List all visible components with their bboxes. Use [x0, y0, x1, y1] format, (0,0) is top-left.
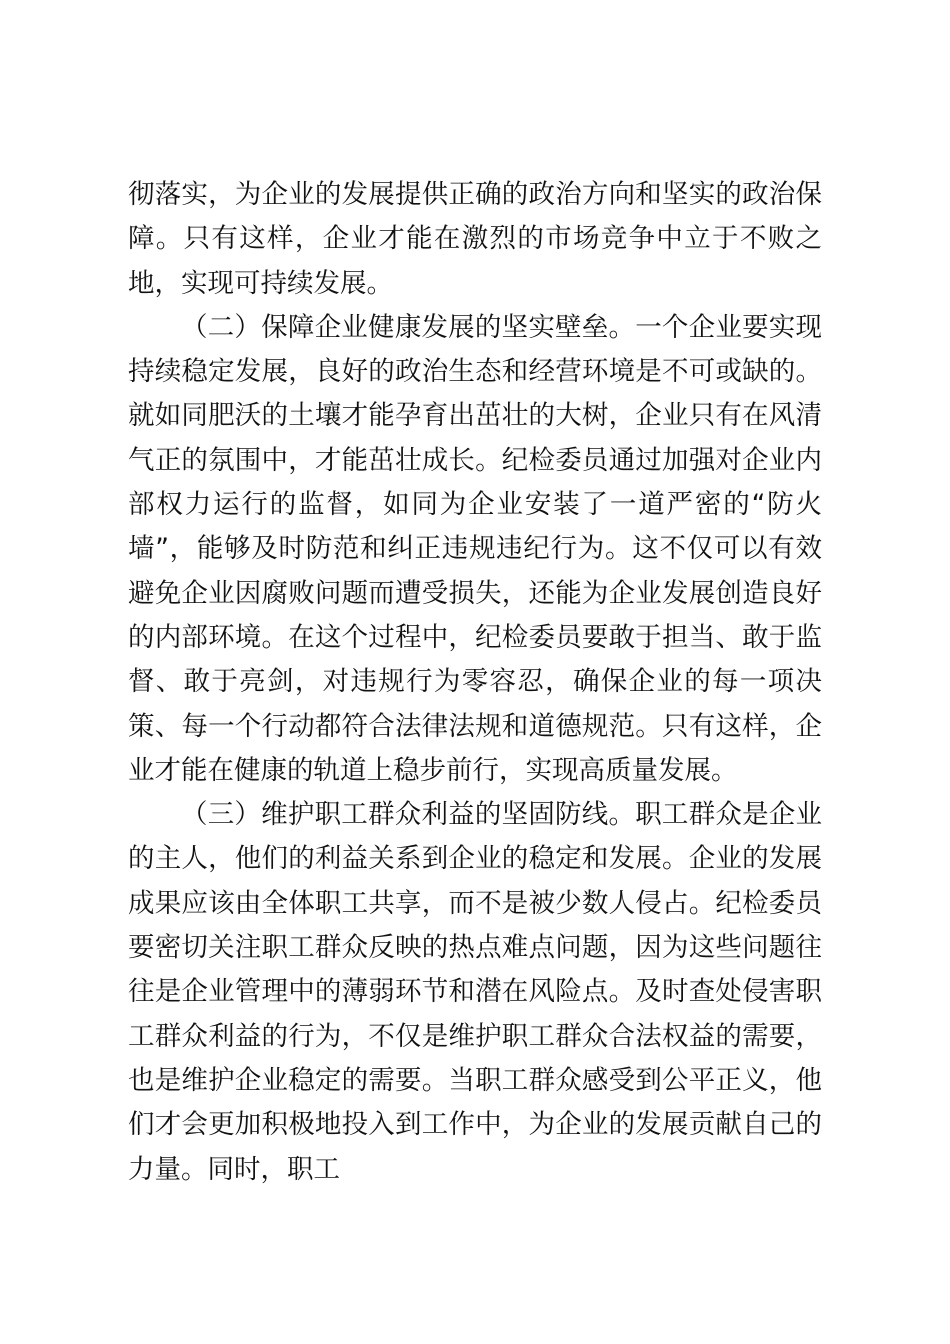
paragraph-section-3: （三）维护职工群众利益的坚固防线。职工群众是企业的主人，他们的利益关系到企业的稳定和发展。企业的发展成果应该由全体职工共享，而不是被少数人侵占。纪检委员要密切关注职工群众反映的热点难点问题，因为这些问题往往是企业管理中的薄弱环节和潜在风险点。及时查处侵害职工群众利益的行为，不仅是维护职工群众合法权益的需要，也是维护企业稳定的需要。当职工群众感受到公平正义，他们才会更加积极地投入到工作中，为企业的发展贡献自己的力量。同时，职工: [128, 799, 822, 1185]
paragraph-section-2: （二）保障企业健康发展的坚实壁垒。一个企业要实现持续稳定发展，良好的政治生态和经营环境是不可或缺的。就如同肥沃的土壤才能孕育出茁壮的大树，企业只有在风清气正的氛围中，才能茁壮成长。纪检委员通过加强对企业内部权力运行的监督，如同为企业安装了一道严密的“防火墙”，能够及时防范和纠正违规违纪行为。这不仅可以有效避免企业因腐败问题而遭受损失，还能为企业发展创造良好的内部环境。在这个过程中，纪检委员要敢于担当、敢于监督、敢于亮剑，对违规行为零容忍，确保企业的每一项决策、每一个行动都符合法律法规和道德规范。只有这样，企业才能在健康的轨道上稳步前行，实现高质量发展。: [128, 311, 822, 786]
paragraph-continuation: 彻落实，为企业的发展提供正确的政治方向和坚实的政治保障。只有这样，企业才能在激烈的市场竞争中立于不败之地，实现可持续发展。: [128, 179, 822, 299]
body-text: [128, 173, 822, 1192]
